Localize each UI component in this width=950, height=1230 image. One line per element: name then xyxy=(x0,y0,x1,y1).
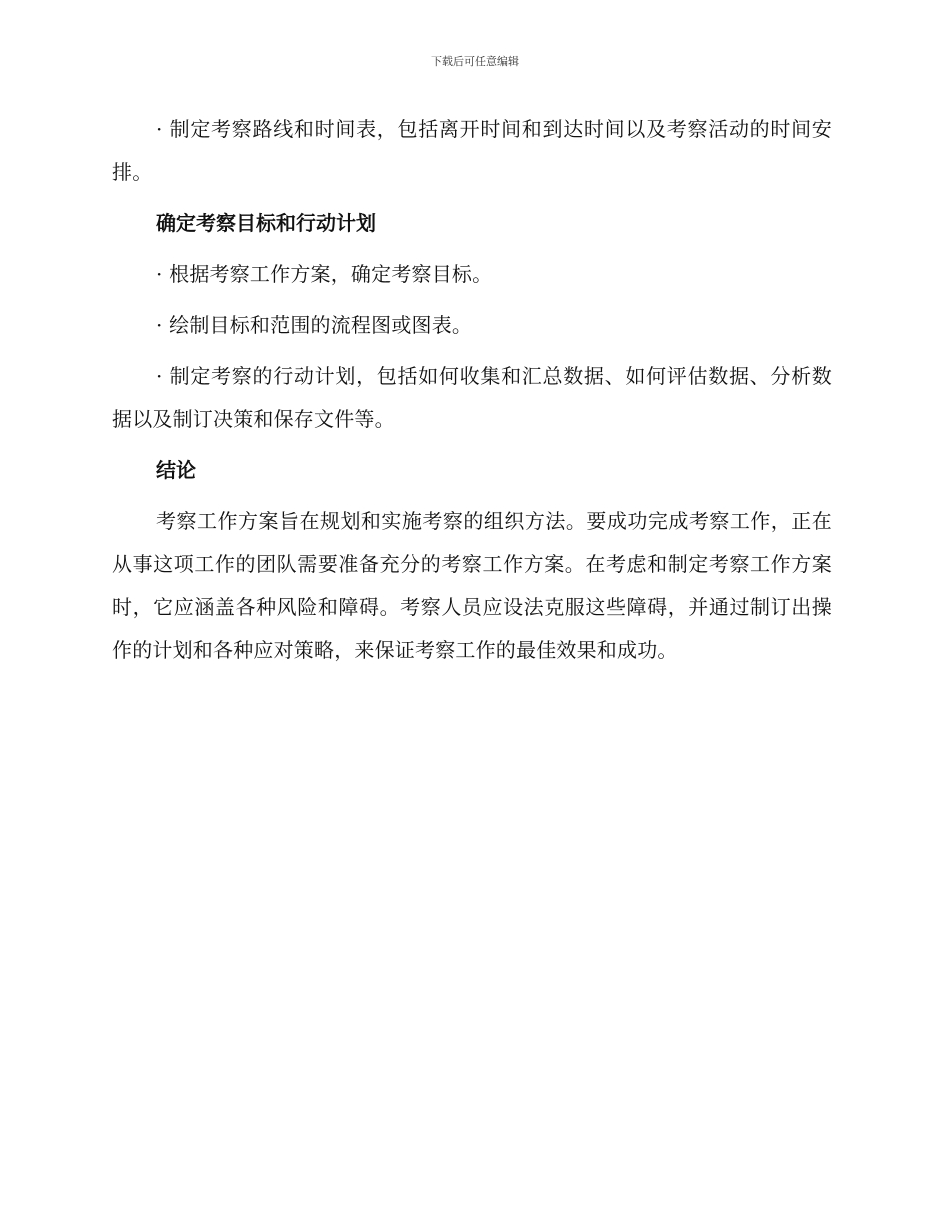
conclusion-paragraph: 考察工作方案旨在规划和实施考察的组织方法。要成功完成考察工作，正在从事这项工作的团队需要准备充分的考察工作方案。在考虑和制定考察工作方案时，它应涵盖各种风险和障碍。考察人员应设法克服这些障碍，并通过制订出操作的计划和各种应对策略，来保证考察工作的最佳效果和成功。 xyxy=(112,509,832,662)
page-header-note: 下载后可任意编辑 xyxy=(431,55,519,68)
bullet-route-schedule: · 制定考察路线和时间表，包括离开时间和到达时间以及考察活动的时间安排。 xyxy=(112,117,832,184)
section-heading-goals-plan: 确定考察目标和行动计划 xyxy=(156,211,376,235)
bullet-draw-flowchart: · 绘制目标和范围的流程图或图表。 xyxy=(156,313,473,337)
bullet-determine-goals: · 根据考察工作方案，确定考察目标。 xyxy=(156,262,493,286)
document-body xyxy=(112,108,832,680)
bullet-action-plan: · 制定考察的行动计划，包括如何收集和汇总数据、如何评估数据、分析数据以及制订决策和保存文件等。 xyxy=(112,364,832,431)
section-heading-conclusion: 结论 xyxy=(156,458,196,482)
